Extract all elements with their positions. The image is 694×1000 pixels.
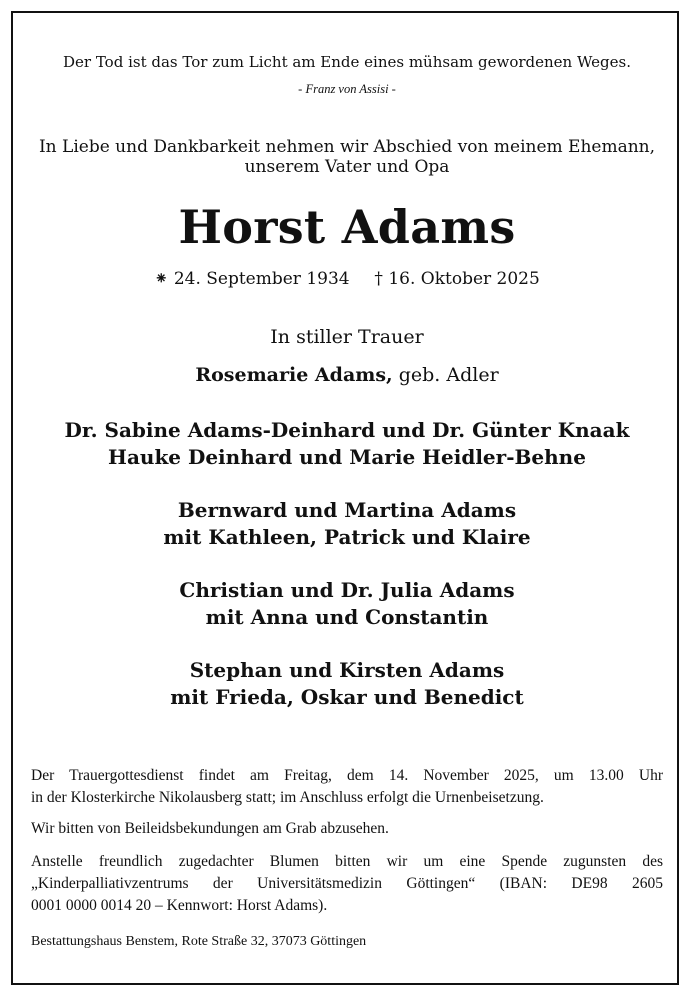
undertaker-line: Bestattungshaus Benstem, Rote Straße 32, 37073 Göttingen (31, 934, 367, 949)
deceased-name: Horst Adams (178, 200, 516, 254)
service-info (31, 765, 663, 809)
spouse-birth-name: geb. Adler (398, 364, 499, 386)
family-4-line-2: mit Frieda, Oskar und Benedict (170, 685, 524, 709)
donation-line-2: „Kinderpalliativzentrums der Universitätsmedizin Göttingen“ (IBAN: DE98 2605 (31, 875, 663, 892)
family-1-line-2: Hauke Deinhard und Marie Heidler-Behne (108, 445, 586, 469)
mourning-heading: In stiller Trauer (270, 326, 424, 348)
family-4-line-1: Stephan und Kirsten Adams (189, 658, 505, 682)
service-line-1: Der Trauergottesdienst findet am Freitag, dem 14. November 2025, um 13.00 Uhr (31, 767, 663, 784)
motto-author: - Franz von Assisi - (298, 82, 396, 96)
intro-line-2: unserem Vater und Opa (244, 157, 450, 177)
family-3-line-2: mit Anna und Constantin (205, 605, 489, 629)
spouse-name: Rosemarie Adams, (195, 364, 393, 386)
donation-line-1: Anstelle freundlich zugedachter Blumen bitten wir um eine Spende zugunsten des (31, 853, 663, 870)
donation-line-3: 0001 0000 0014 20 – Kennwort: Horst Adams). (31, 897, 328, 914)
life-dates (13, 269, 681, 289)
obituary-frame (11, 11, 679, 985)
family-2-line-2: mit Kathleen, Patrick und Klaire (163, 525, 531, 549)
intro-line-1: In Liebe und Dankbarkeit nehmen wir Abschied von meinem Ehemann, (38, 137, 656, 157)
condolence-note: Wir bitten von Beileidsbekundungen am Grab abzusehen. (31, 820, 389, 837)
birth-date: ⁕ 24. September 1934 (154, 269, 350, 289)
spouse-line (13, 364, 681, 386)
service-line-2: in der Klosterkirche Nikolausberg statt; im Anschluss erfolgt die Urnenbeisetzung. (31, 789, 544, 806)
motto-quote: Der Tod ist das Tor zum Licht am Ende eines mühsam gewordenen Weges. (63, 53, 631, 71)
family-2-line-1: Bernward und Martina Adams (177, 498, 517, 522)
death-date: † 16. Oktober 2025 (374, 269, 540, 289)
family-1-line-1: Dr. Sabine Adams-Deinhard und Dr. Günter Knaak (64, 418, 630, 442)
donation-info (31, 851, 663, 917)
family-3-line-1: Christian und Dr. Julia Adams (179, 578, 515, 602)
